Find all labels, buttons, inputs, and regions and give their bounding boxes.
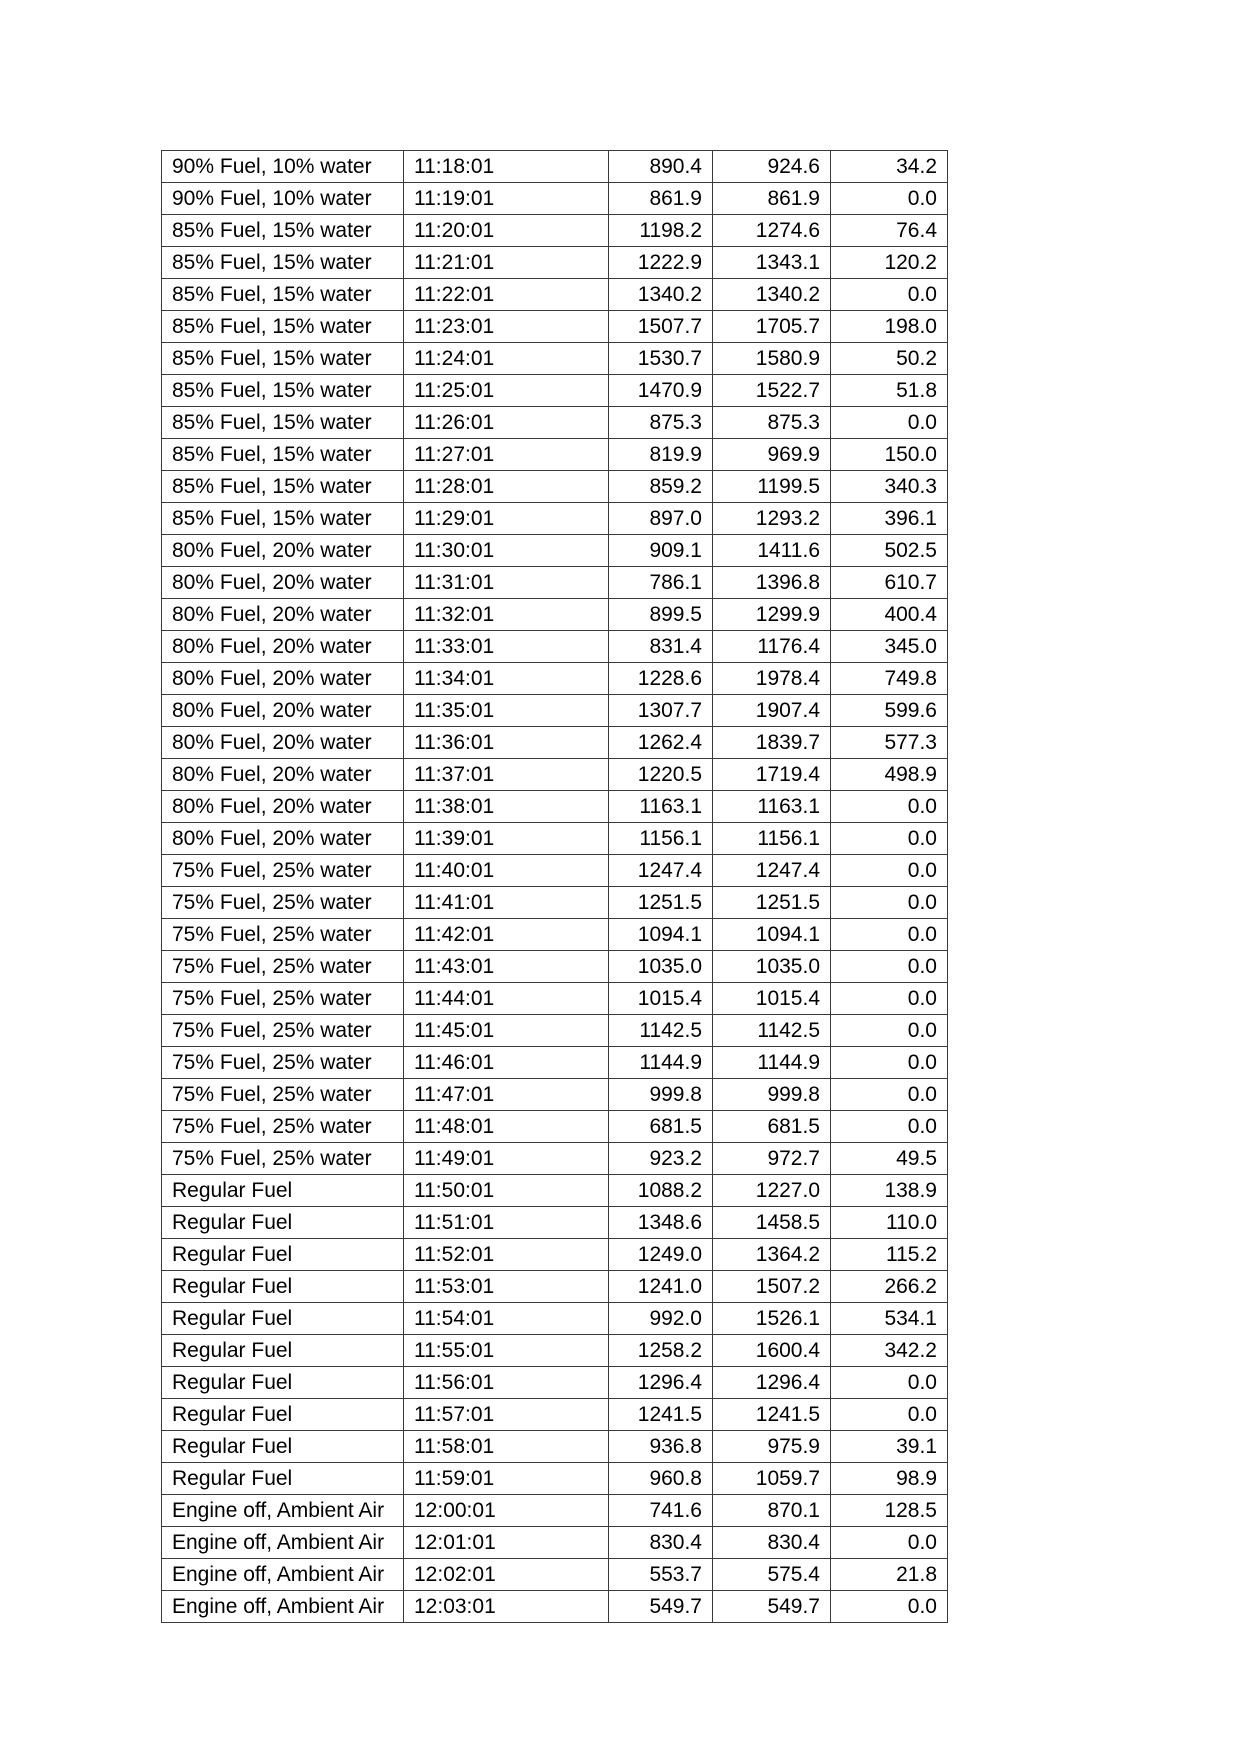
difference-cell: 49.5 [831, 1143, 948, 1175]
difference-cell: 340.3 [831, 471, 948, 503]
condition-cell: 75% Fuel, 25% water [162, 1047, 404, 1079]
condition-cell: 80% Fuel, 20% water [162, 791, 404, 823]
difference-cell: 0.0 [831, 1047, 948, 1079]
table-row [162, 1463, 948, 1495]
time-cell: 11:30:01 [404, 535, 609, 567]
value-cell-1: 786.1 [609, 567, 713, 599]
time-cell: 11:42:01 [404, 919, 609, 951]
time-cell: 11:43:01 [404, 951, 609, 983]
table-row [162, 503, 948, 535]
table-row [162, 727, 948, 759]
difference-cell: 534.1 [831, 1303, 948, 1335]
difference-cell: 266.2 [831, 1271, 948, 1303]
value-cell-1: 1088.2 [609, 1175, 713, 1207]
condition-cell: 75% Fuel, 25% water [162, 887, 404, 919]
table-row [162, 855, 948, 887]
value-cell-2: 1059.7 [713, 1463, 831, 1495]
time-cell: 11:25:01 [404, 375, 609, 407]
value-cell-1: 899.5 [609, 599, 713, 631]
table-body [162, 151, 948, 1623]
value-cell-1: 1258.2 [609, 1335, 713, 1367]
value-cell-2: 1580.9 [713, 343, 831, 375]
difference-cell: 50.2 [831, 343, 948, 375]
table-row [162, 1111, 948, 1143]
time-cell: 11:26:01 [404, 407, 609, 439]
value-cell-1: 1262.4 [609, 727, 713, 759]
time-cell: 11:54:01 [404, 1303, 609, 1335]
difference-cell: 400.4 [831, 599, 948, 631]
table-row [162, 823, 948, 855]
difference-cell: 345.0 [831, 631, 948, 663]
table-row [162, 887, 948, 919]
difference-cell: 0.0 [831, 951, 948, 983]
table-row [162, 471, 948, 503]
value-cell-2: 1035.0 [713, 951, 831, 983]
difference-cell: 0.0 [831, 887, 948, 919]
value-cell-2: 1142.5 [713, 1015, 831, 1047]
condition-cell: 80% Fuel, 20% water [162, 567, 404, 599]
difference-cell: 0.0 [831, 823, 948, 855]
time-cell: 11:24:01 [404, 343, 609, 375]
value-cell-1: 1222.9 [609, 247, 713, 279]
time-cell: 11:51:01 [404, 1207, 609, 1239]
value-cell-2: 972.7 [713, 1143, 831, 1175]
difference-cell: 0.0 [831, 1527, 948, 1559]
condition-cell: 85% Fuel, 15% water [162, 279, 404, 311]
value-cell-2: 1705.7 [713, 311, 831, 343]
value-cell-1: 1144.9 [609, 1047, 713, 1079]
value-cell-1: 1507.7 [609, 311, 713, 343]
time-cell: 11:41:01 [404, 887, 609, 919]
value-cell-1: 992.0 [609, 1303, 713, 1335]
difference-cell: 21.8 [831, 1559, 948, 1591]
table-row [162, 407, 948, 439]
value-cell-2: 1199.5 [713, 471, 831, 503]
condition-cell: 75% Fuel, 25% water [162, 1079, 404, 1111]
value-cell-1: 1241.0 [609, 1271, 713, 1303]
value-cell-2: 1241.5 [713, 1399, 831, 1431]
value-cell-2: 549.7 [713, 1591, 831, 1623]
table-row [162, 1047, 948, 1079]
table-row [162, 791, 948, 823]
table-row [162, 631, 948, 663]
time-cell: 11:37:01 [404, 759, 609, 791]
table-row [162, 759, 948, 791]
table-row [162, 695, 948, 727]
value-cell-1: 909.1 [609, 535, 713, 567]
time-cell: 12:01:01 [404, 1527, 609, 1559]
difference-cell: 0.0 [831, 983, 948, 1015]
table-row [162, 1239, 948, 1271]
value-cell-2: 1526.1 [713, 1303, 831, 1335]
table-row [162, 1335, 948, 1367]
time-cell: 11:31:01 [404, 567, 609, 599]
difference-cell: 0.0 [831, 1015, 948, 1047]
condition-cell: 85% Fuel, 15% water [162, 311, 404, 343]
table-row [162, 1271, 948, 1303]
value-cell-2: 999.8 [713, 1079, 831, 1111]
value-cell-1: 1470.9 [609, 375, 713, 407]
condition-cell: Regular Fuel [162, 1335, 404, 1367]
difference-cell: 749.8 [831, 663, 948, 695]
difference-cell: 98.9 [831, 1463, 948, 1495]
difference-cell: 0.0 [831, 1591, 948, 1623]
time-cell: 11:49:01 [404, 1143, 609, 1175]
condition-cell: Regular Fuel [162, 1463, 404, 1495]
value-cell-2: 1396.8 [713, 567, 831, 599]
value-cell-2: 575.4 [713, 1559, 831, 1591]
condition-cell: Regular Fuel [162, 1207, 404, 1239]
table-row [162, 215, 948, 247]
table-row [162, 439, 948, 471]
value-cell-2: 861.9 [713, 183, 831, 215]
condition-cell: 85% Fuel, 15% water [162, 343, 404, 375]
value-cell-2: 1364.2 [713, 1239, 831, 1271]
value-cell-2: 681.5 [713, 1111, 831, 1143]
difference-cell: 51.8 [831, 375, 948, 407]
value-cell-1: 1530.7 [609, 343, 713, 375]
value-cell-2: 875.3 [713, 407, 831, 439]
value-cell-2: 1293.2 [713, 503, 831, 535]
table-row [162, 1143, 948, 1175]
value-cell-1: 1241.5 [609, 1399, 713, 1431]
condition-cell: 85% Fuel, 15% water [162, 215, 404, 247]
condition-cell: 80% Fuel, 20% water [162, 663, 404, 695]
value-cell-1: 1094.1 [609, 919, 713, 951]
time-cell: 11:39:01 [404, 823, 609, 855]
difference-cell: 110.0 [831, 1207, 948, 1239]
time-cell: 12:02:01 [404, 1559, 609, 1591]
table-row [162, 1527, 948, 1559]
condition-cell: Regular Fuel [162, 1271, 404, 1303]
value-cell-2: 1251.5 [713, 887, 831, 919]
time-cell: 11:33:01 [404, 631, 609, 663]
table-row [162, 279, 948, 311]
difference-cell: 498.9 [831, 759, 948, 791]
value-cell-1: 1249.0 [609, 1239, 713, 1271]
value-cell-1: 1228.6 [609, 663, 713, 695]
condition-cell: Engine off, Ambient Air [162, 1527, 404, 1559]
time-cell: 11:48:01 [404, 1111, 609, 1143]
value-cell-2: 1274.6 [713, 215, 831, 247]
time-cell: 11:52:01 [404, 1239, 609, 1271]
value-cell-2: 1296.4 [713, 1367, 831, 1399]
difference-cell: 138.9 [831, 1175, 948, 1207]
table-row [162, 951, 948, 983]
condition-cell: 75% Fuel, 25% water [162, 1015, 404, 1047]
value-cell-1: 859.2 [609, 471, 713, 503]
condition-cell: 80% Fuel, 20% water [162, 631, 404, 663]
table-row [162, 1303, 948, 1335]
value-cell-1: 936.8 [609, 1431, 713, 1463]
time-cell: 11:23:01 [404, 311, 609, 343]
value-cell-2: 1340.2 [713, 279, 831, 311]
table-row [162, 1175, 948, 1207]
value-cell-1: 549.7 [609, 1591, 713, 1623]
value-cell-1: 1035.0 [609, 951, 713, 983]
time-cell: 11:22:01 [404, 279, 609, 311]
value-cell-1: 897.0 [609, 503, 713, 535]
time-cell: 11:21:01 [404, 247, 609, 279]
condition-cell: 80% Fuel, 20% water [162, 759, 404, 791]
value-cell-2: 1522.7 [713, 375, 831, 407]
difference-cell: 577.3 [831, 727, 948, 759]
value-cell-1: 1251.5 [609, 887, 713, 919]
time-cell: 11:57:01 [404, 1399, 609, 1431]
value-cell-1: 1247.4 [609, 855, 713, 887]
value-cell-1: 1015.4 [609, 983, 713, 1015]
time-cell: 11:27:01 [404, 439, 609, 471]
time-cell: 11:20:01 [404, 215, 609, 247]
value-cell-2: 1839.7 [713, 727, 831, 759]
condition-cell: 80% Fuel, 20% water [162, 823, 404, 855]
value-cell-1: 960.8 [609, 1463, 713, 1495]
time-cell: 11:45:01 [404, 1015, 609, 1047]
difference-cell: 599.6 [831, 695, 948, 727]
time-cell: 11:38:01 [404, 791, 609, 823]
value-cell-2: 1600.4 [713, 1335, 831, 1367]
value-cell-1: 890.4 [609, 151, 713, 183]
value-cell-1: 1340.2 [609, 279, 713, 311]
time-cell: 11:35:01 [404, 695, 609, 727]
time-cell: 11:44:01 [404, 983, 609, 1015]
condition-cell: Regular Fuel [162, 1431, 404, 1463]
value-cell-2: 1507.2 [713, 1271, 831, 1303]
difference-cell: 0.0 [831, 183, 948, 215]
difference-cell: 128.5 [831, 1495, 948, 1527]
time-cell: 11:36:01 [404, 727, 609, 759]
time-cell: 11:32:01 [404, 599, 609, 631]
difference-cell: 0.0 [831, 1367, 948, 1399]
difference-cell: 115.2 [831, 1239, 948, 1271]
table-row [162, 1015, 948, 1047]
time-cell: 11:56:01 [404, 1367, 609, 1399]
time-cell: 11:34:01 [404, 663, 609, 695]
value-cell-2: 924.6 [713, 151, 831, 183]
value-cell-2: 1163.1 [713, 791, 831, 823]
value-cell-2: 1094.1 [713, 919, 831, 951]
condition-cell: 85% Fuel, 15% water [162, 503, 404, 535]
value-cell-2: 975.9 [713, 1431, 831, 1463]
condition-cell: Regular Fuel [162, 1239, 404, 1271]
condition-cell: 85% Fuel, 15% water [162, 247, 404, 279]
value-cell-1: 819.9 [609, 439, 713, 471]
value-cell-2: 870.1 [713, 1495, 831, 1527]
time-cell: 11:28:01 [404, 471, 609, 503]
condition-cell: Regular Fuel [162, 1399, 404, 1431]
table-row [162, 1591, 948, 1623]
table-row [162, 567, 948, 599]
condition-cell: 90% Fuel, 10% water [162, 183, 404, 215]
value-cell-1: 861.9 [609, 183, 713, 215]
value-cell-2: 830.4 [713, 1527, 831, 1559]
value-cell-2: 1015.4 [713, 983, 831, 1015]
table-row [162, 343, 948, 375]
table-row [162, 1431, 948, 1463]
value-cell-1: 1198.2 [609, 215, 713, 247]
value-cell-2: 1978.4 [713, 663, 831, 695]
time-cell: 11:40:01 [404, 855, 609, 887]
condition-cell: Engine off, Ambient Air [162, 1559, 404, 1591]
time-cell: 11:53:01 [404, 1271, 609, 1303]
table-row [162, 983, 948, 1015]
condition-cell: 80% Fuel, 20% water [162, 599, 404, 631]
condition-cell: Engine off, Ambient Air [162, 1591, 404, 1623]
value-cell-1: 1156.1 [609, 823, 713, 855]
table-row [162, 1399, 948, 1431]
value-cell-1: 875.3 [609, 407, 713, 439]
table-row [162, 535, 948, 567]
data-table [161, 150, 948, 1623]
table-row [162, 183, 948, 215]
condition-cell: 85% Fuel, 15% water [162, 471, 404, 503]
difference-cell: 0.0 [831, 791, 948, 823]
condition-cell: 75% Fuel, 25% water [162, 1143, 404, 1175]
difference-cell: 150.0 [831, 439, 948, 471]
difference-cell: 342.2 [831, 1335, 948, 1367]
condition-cell: Regular Fuel [162, 1367, 404, 1399]
difference-cell: 0.0 [831, 1111, 948, 1143]
value-cell-1: 1296.4 [609, 1367, 713, 1399]
value-cell-1: 1163.1 [609, 791, 713, 823]
value-cell-1: 830.4 [609, 1527, 713, 1559]
condition-cell: 75% Fuel, 25% water [162, 855, 404, 887]
table-row [162, 599, 948, 631]
table-row [162, 247, 948, 279]
difference-cell: 34.2 [831, 151, 948, 183]
value-cell-2: 1343.1 [713, 247, 831, 279]
difference-cell: 0.0 [831, 279, 948, 311]
difference-cell: 0.0 [831, 855, 948, 887]
value-cell-1: 1142.5 [609, 1015, 713, 1047]
time-cell: 11:50:01 [404, 1175, 609, 1207]
time-cell: 11:59:01 [404, 1463, 609, 1495]
difference-cell: 0.0 [831, 1399, 948, 1431]
table-row [162, 1495, 948, 1527]
condition-cell: 85% Fuel, 15% water [162, 407, 404, 439]
value-cell-2: 1411.6 [713, 535, 831, 567]
time-cell: 11:18:01 [404, 151, 609, 183]
condition-cell: Engine off, Ambient Air [162, 1495, 404, 1527]
time-cell: 11:29:01 [404, 503, 609, 535]
table-row [162, 919, 948, 951]
difference-cell: 120.2 [831, 247, 948, 279]
condition-cell: 90% Fuel, 10% water [162, 151, 404, 183]
condition-cell: Regular Fuel [162, 1175, 404, 1207]
difference-cell: 0.0 [831, 1079, 948, 1111]
condition-cell: Regular Fuel [162, 1303, 404, 1335]
table-row [162, 663, 948, 695]
value-cell-2: 1144.9 [713, 1047, 831, 1079]
value-cell-2: 1299.9 [713, 599, 831, 631]
value-cell-2: 1176.4 [713, 631, 831, 663]
difference-cell: 396.1 [831, 503, 948, 535]
table-row [162, 1559, 948, 1591]
value-cell-1: 831.4 [609, 631, 713, 663]
condition-cell: 75% Fuel, 25% water [162, 1111, 404, 1143]
difference-cell: 76.4 [831, 215, 948, 247]
difference-cell: 198.0 [831, 311, 948, 343]
condition-cell: 75% Fuel, 25% water [162, 983, 404, 1015]
time-cell: 11:19:01 [404, 183, 609, 215]
condition-cell: 80% Fuel, 20% water [162, 535, 404, 567]
time-cell: 11:47:01 [404, 1079, 609, 1111]
value-cell-2: 1907.4 [713, 695, 831, 727]
time-cell: 11:58:01 [404, 1431, 609, 1463]
table-row [162, 311, 948, 343]
difference-cell: 610.7 [831, 567, 948, 599]
value-cell-1: 1220.5 [609, 759, 713, 791]
condition-cell: 80% Fuel, 20% water [162, 727, 404, 759]
difference-cell: 502.5 [831, 535, 948, 567]
condition-cell: 85% Fuel, 15% water [162, 439, 404, 471]
time-cell: 11:55:01 [404, 1335, 609, 1367]
value-cell-2: 1247.4 [713, 855, 831, 887]
value-cell-1: 741.6 [609, 1495, 713, 1527]
value-cell-2: 1227.0 [713, 1175, 831, 1207]
value-cell-2: 1458.5 [713, 1207, 831, 1239]
value-cell-2: 1719.4 [713, 759, 831, 791]
table-row [162, 1079, 948, 1111]
value-cell-1: 553.7 [609, 1559, 713, 1591]
time-cell: 12:03:01 [404, 1591, 609, 1623]
value-cell-1: 999.8 [609, 1079, 713, 1111]
value-cell-1: 923.2 [609, 1143, 713, 1175]
difference-cell: 39.1 [831, 1431, 948, 1463]
value-cell-2: 969.9 [713, 439, 831, 471]
condition-cell: 80% Fuel, 20% water [162, 695, 404, 727]
table-row [162, 375, 948, 407]
time-cell: 11:46:01 [404, 1047, 609, 1079]
value-cell-2: 1156.1 [713, 823, 831, 855]
condition-cell: 75% Fuel, 25% water [162, 951, 404, 983]
value-cell-1: 1348.6 [609, 1207, 713, 1239]
value-cell-1: 1307.7 [609, 695, 713, 727]
value-cell-1: 681.5 [609, 1111, 713, 1143]
table-row [162, 1207, 948, 1239]
condition-cell: 75% Fuel, 25% water [162, 919, 404, 951]
table-row [162, 1367, 948, 1399]
condition-cell: 85% Fuel, 15% water [162, 375, 404, 407]
time-cell: 12:00:01 [404, 1495, 609, 1527]
difference-cell: 0.0 [831, 919, 948, 951]
difference-cell: 0.0 [831, 407, 948, 439]
table-row [162, 151, 948, 183]
